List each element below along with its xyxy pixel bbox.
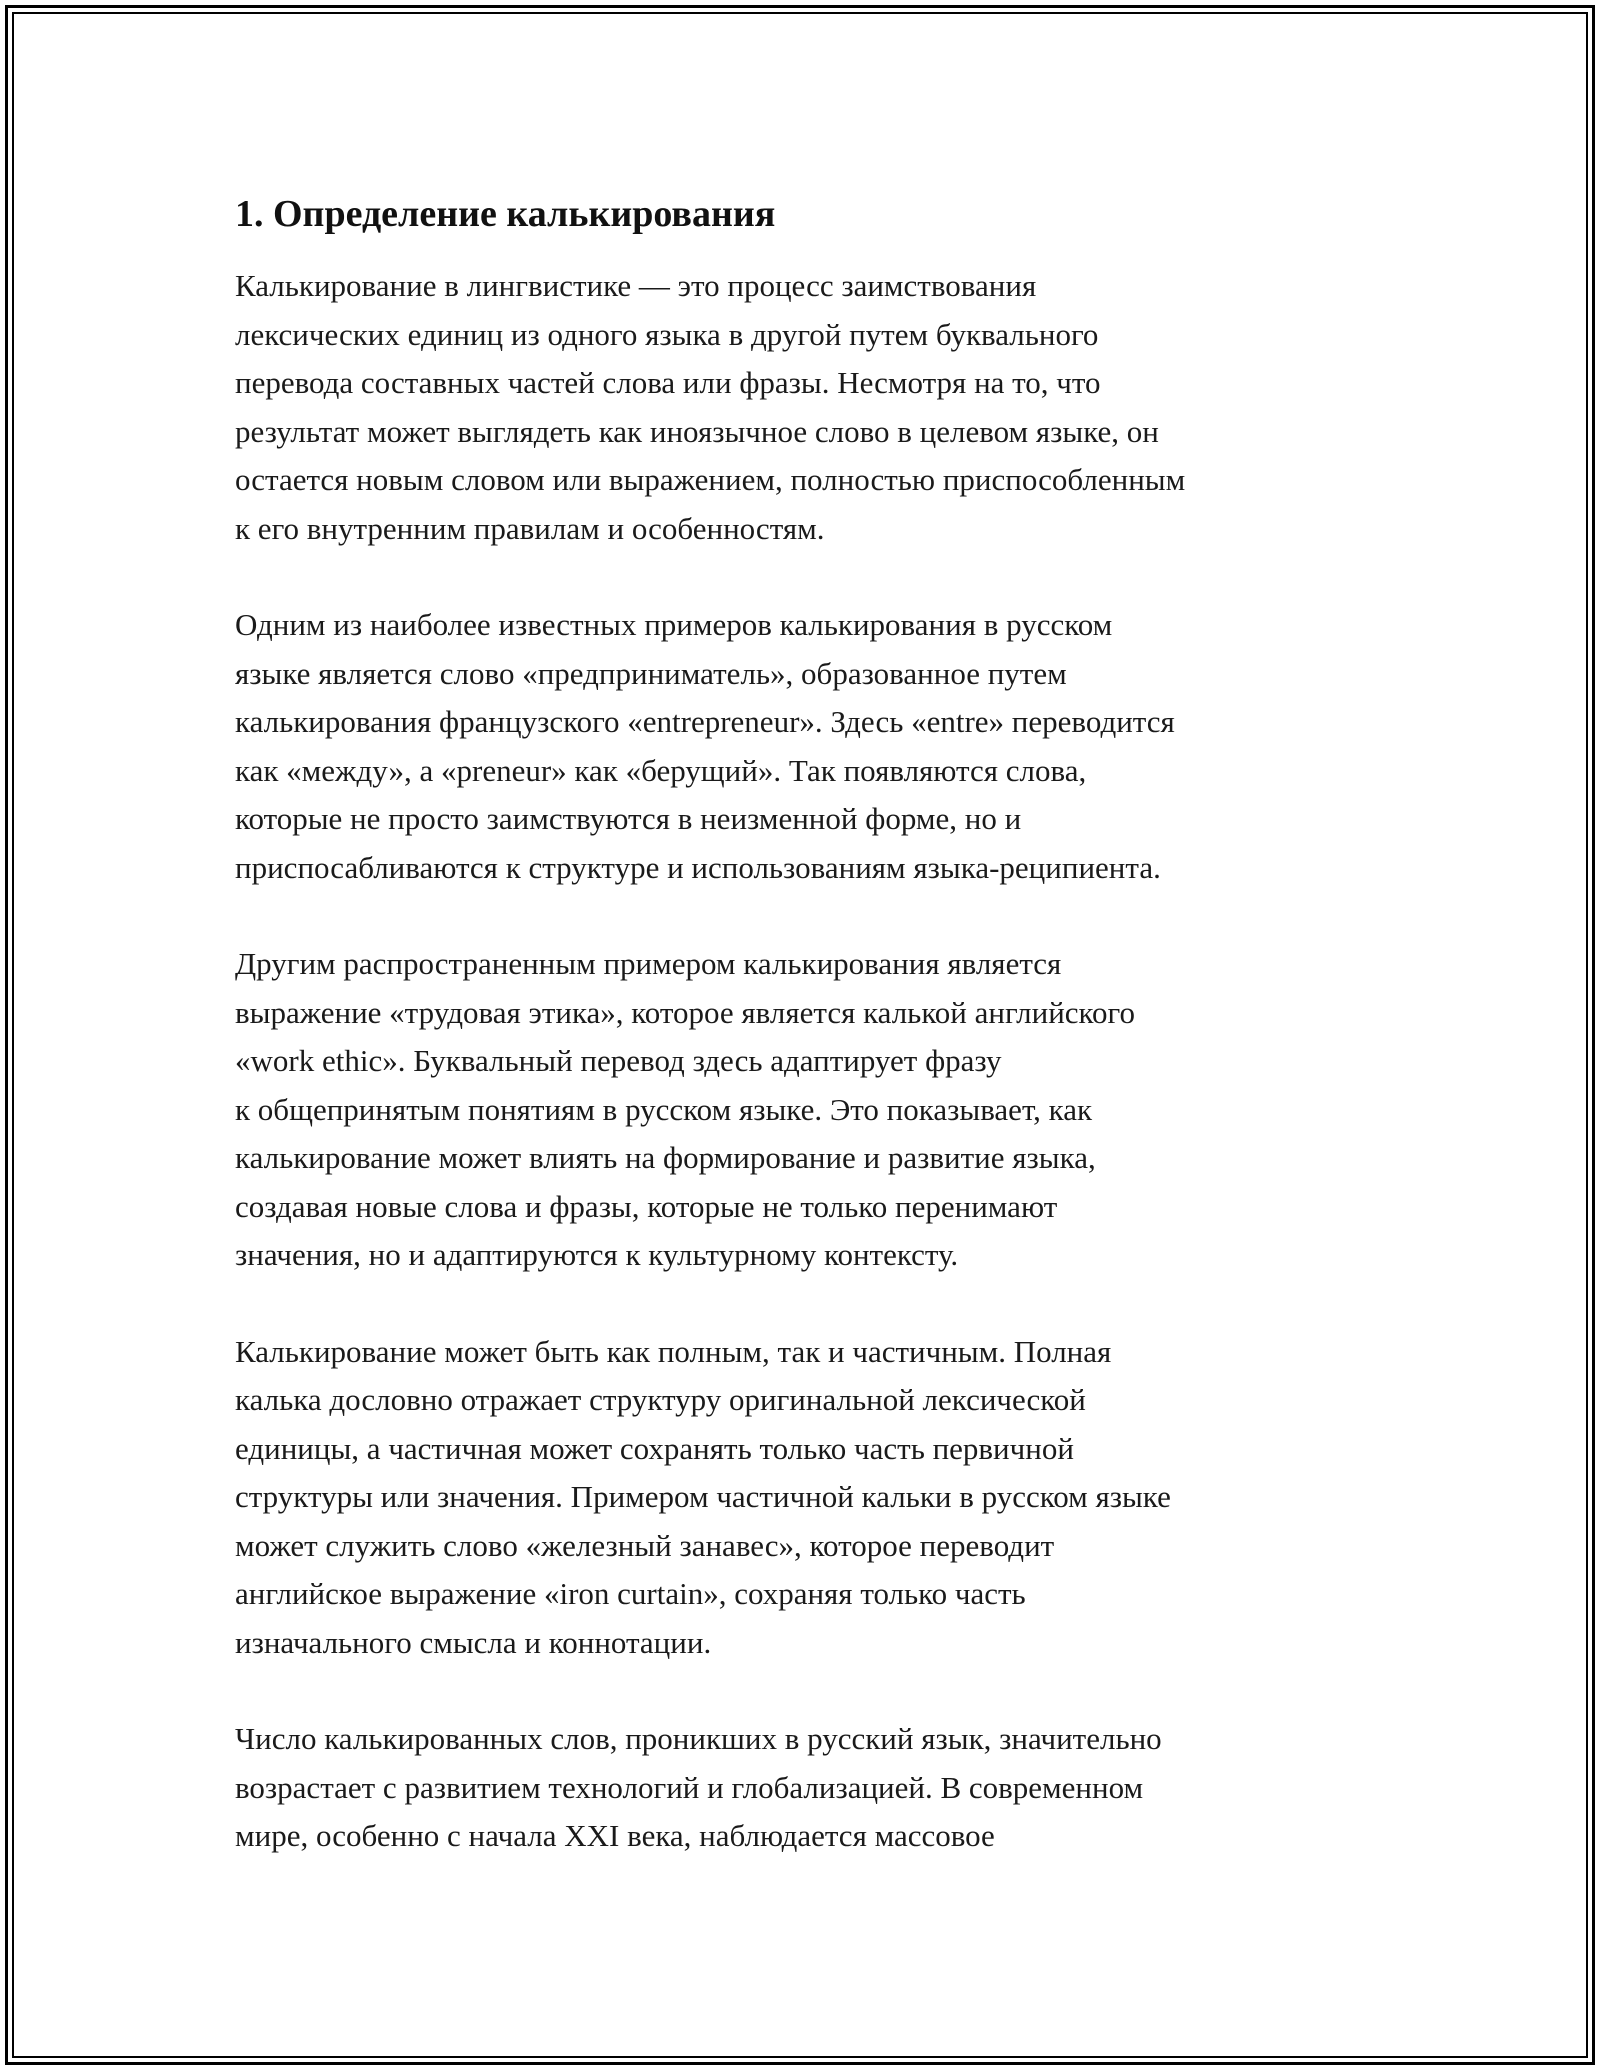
text-line: значения, но и адаптируются к культурному контексту. <box>235 1237 959 1272</box>
text-line: языке является слово «предприниматель», образованное путем <box>235 655 1067 691</box>
text-line: Другим распространенным примером калькирования является <box>235 946 1062 981</box>
paragraph-1 <box>235 262 1365 553</box>
text-line: калькирование может влиять на формирование и развитие языка, <box>235 1140 1096 1175</box>
text-line: Калькирование может быть как полным, так и частичным. Полная <box>235 1333 1112 1369</box>
text-line: может служить слово «железный занавес», которое переводит <box>235 1527 1055 1563</box>
text-line: мире, особенно с начала XXI века, наблюдается массовое <box>235 1818 995 1853</box>
text-line: как «между», а «preneur» как «берущий». Так появляются слова, <box>235 752 1087 788</box>
text-line: к его внутренним правилам и особенностям. <box>235 510 825 546</box>
paragraph-3 <box>235 940 1365 1280</box>
text-line: калькирования французского «entrepreneur». Здесь «entre» переводится <box>235 704 1175 739</box>
paragraph-5 <box>235 1715 1365 1861</box>
section-title: 1. Определение калькирования <box>235 193 776 235</box>
text-line: единицы, а частичная может сохранять только часть первичной <box>235 1430 1074 1466</box>
text-line: создавая новые слова и фразы, которые не только перенимают <box>235 1188 1058 1224</box>
text-line: английское выражение «iron curtain», сохраняя только часть <box>235 1576 1026 1611</box>
text-line: перевода составных частей слова или фразы. Несмотря на то, что <box>235 365 1101 400</box>
text-line: Число калькированных слов, проникших в русский язык, значительно <box>235 1721 1162 1756</box>
text-line: калька дословно отражает структуру оригинальной лексической <box>235 1382 1086 1417</box>
text-line: лексических единиц из одного языка в другой путем буквального <box>235 316 1099 352</box>
text-line: которые не просто заимствуются в неизменной форме, но и <box>235 801 1022 836</box>
paragraph-4 <box>235 1328 1365 1668</box>
text-line: выражение «трудовая этика», которое является калькой английского <box>235 994 1135 1030</box>
text-line: возрастает с развитием технологий и глобализацией. В современном <box>235 1769 1144 1805</box>
text-line: остается новым словом или выражением, полностью приспособленным <box>235 462 1186 497</box>
document-body <box>235 188 1365 1909</box>
text-line: к общепринятым понятиям в русском языке. Это показывает, как <box>235 1091 1093 1127</box>
text-line: результат может выглядеть как иноязычное слово в целевом языке, он <box>235 413 1159 449</box>
text-line: Одним из наиболее известных примеров калькирования в русском <box>235 607 1113 642</box>
paragraph-2 <box>235 601 1365 892</box>
text-line: изначального смысла и коннотации. <box>235 1624 712 1660</box>
text-line: Калькирование в лингвистике — это процесс заимствования <box>235 268 1037 303</box>
text-line: приспосабливаются к структуре и использованиям языка-реципиента. <box>235 849 1161 885</box>
text-line: структуры или значения. Примером частичной кальки в русском языке <box>235 1479 1171 1514</box>
text-line: «work ethic». Буквальный перевод здесь адаптирует фразу <box>235 1043 1002 1078</box>
